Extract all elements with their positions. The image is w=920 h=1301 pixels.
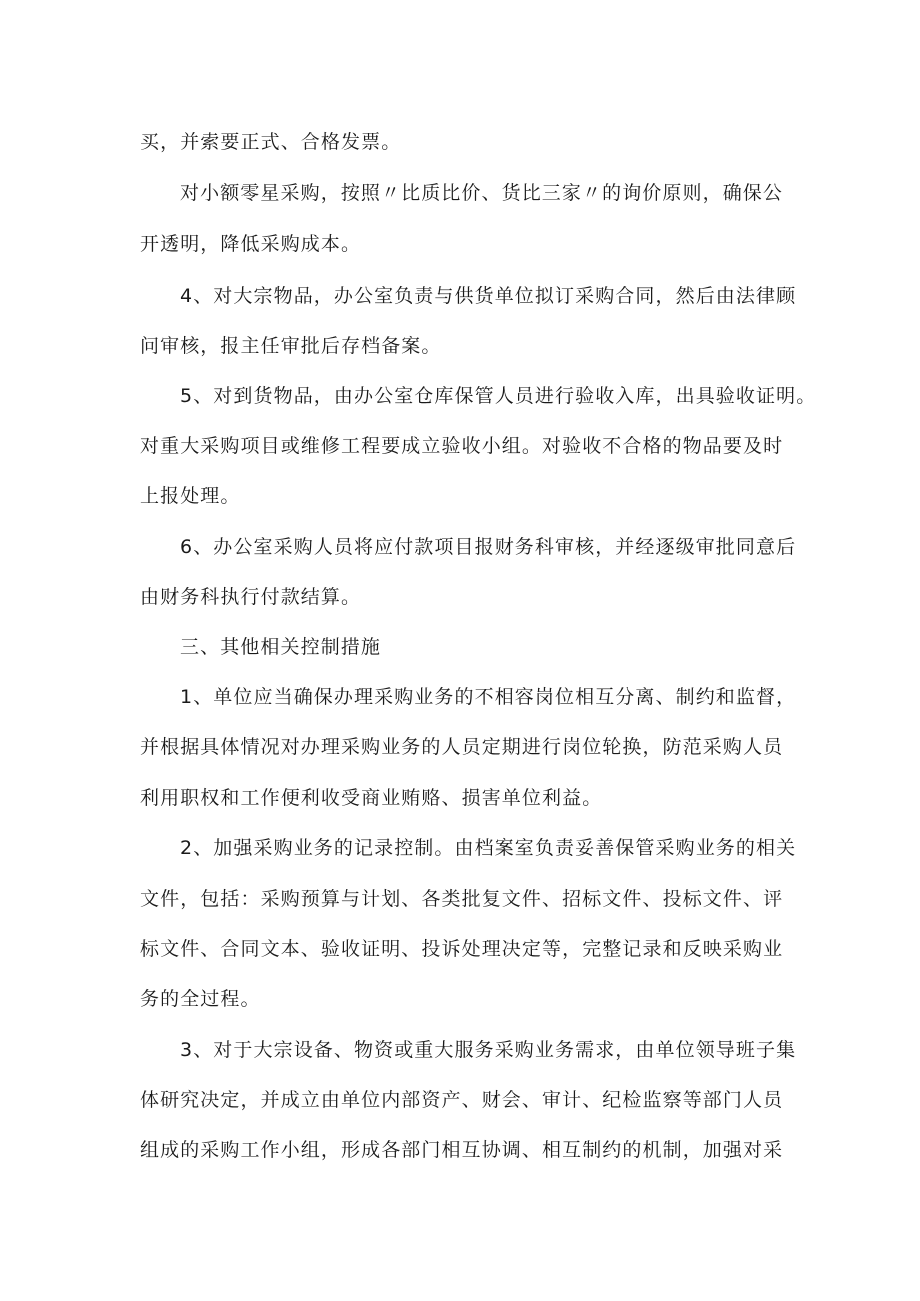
paragraph-control-1: 1、单位应当确保办理采购业务的不相容岗位相互分离、制约和监督， bbox=[180, 686, 797, 708]
text-line: 问审核，报主任审批后存档备案。 bbox=[140, 335, 442, 357]
text-line: 利用职权和工作便利收受商业贿赂、损害单位利益。 bbox=[140, 787, 603, 809]
text-line: 并根据具体情况对办理采购业务的人员定期进行岗位轮换，防范采购人员 bbox=[140, 736, 784, 758]
paragraph-item-4: 4、对大宗物品，办公室负责与供货单位拟订采购合同，然后由法律顾 bbox=[180, 285, 797, 307]
paragraph-item-6: 6、办公室采购人员将应付款项目报财务科审核，并经逐级审批同意后 bbox=[180, 536, 797, 558]
text-line: 务的全过程。 bbox=[140, 988, 261, 1010]
paragraph-item-5: 5、对到货物品，由办公室仓库保管人员进行验收入库，出具验收证明。 bbox=[180, 385, 817, 407]
text-line: 组成的采购工作小组，形成各部门相互协调、相互制约的机制，加强对采 bbox=[140, 1139, 784, 1161]
text-line: 对重大采购项目或维修工程要成立验收小组。对验收不合格的物品要及时 bbox=[140, 435, 784, 457]
paragraph-control-3: 3、对于大宗设备、物资或重大服务采购业务需求，由单位领导班子集 bbox=[180, 1039, 797, 1061]
paragraph-small-purchase: 对小额零星采购，按照〃比质比价、货比三家〃的询价原则，确保公 bbox=[180, 182, 784, 204]
text-line: 文件，包括：采购预算与计划、各类批复文件、招标文件、投标文件、评 bbox=[140, 888, 784, 910]
text-line: 由财务科执行付款结算。 bbox=[140, 586, 362, 608]
text-line: 开透明，降低采购成本。 bbox=[140, 233, 362, 255]
text-line: 买，并索要正式、合格发票。 bbox=[140, 131, 402, 153]
text-line: 上报处理。 bbox=[140, 485, 241, 507]
paragraph-control-2: 2、加强采购业务的记录控制。由档案室负责妥善保管采购业务的相关 bbox=[180, 837, 797, 859]
text-line: 体研究决定，并成立由单位内部资产、财会、审计、纪检监察等部门人员 bbox=[140, 1089, 784, 1111]
section-heading: 三、其他相关控制措施 bbox=[180, 636, 382, 658]
text-line: 标文件、合同文本、验收证明、投诉处理决定等，完整记录和反映采购业 bbox=[140, 938, 784, 960]
